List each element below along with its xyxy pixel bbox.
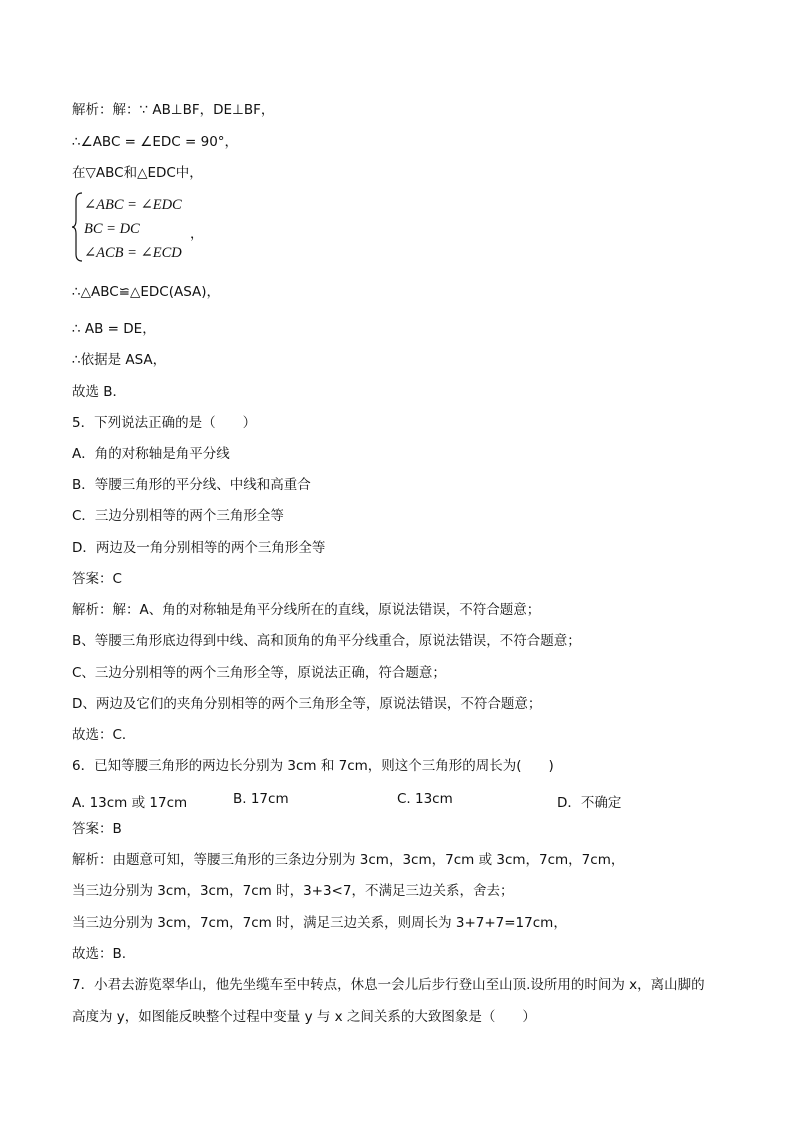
- equation-row-1: ∠ABC = ∠EDC: [84, 197, 182, 213]
- equation-row-3: ∠ACB = ∠ECD: [84, 245, 182, 261]
- question-6-option-a: A. 13cm 或 17cm: [72, 795, 188, 811]
- equation-system: [72, 192, 252, 262]
- question-5-option-a: A．角的对称轴是角平分线: [72, 446, 230, 462]
- question-5-option-d: D．两边及一角分别相等的两个三角形全等: [72, 540, 326, 556]
- solution-line-2: ∴∠ABC = ∠EDC = 90°，: [72, 134, 239, 150]
- question-6-explanation-3: 当三边分别为 3cm，7cm，7cm 时，满足三边关系，则周长为 3+7+7=17cm，: [72, 915, 567, 931]
- question-5-option-c: C．三边分别相等的两个三角形全等: [72, 508, 284, 524]
- question-6-option-b: B. 17cm: [233, 791, 289, 807]
- solution-line-6: ∴依据是 ASA，: [72, 352, 167, 368]
- solution-line-5: ∴ AB = DE，: [72, 321, 156, 337]
- question-6-explanation-1: 解析：由题意可知，等腰三角形的三条边分别为 3cm，3cm，7cm 或 3cm，7cm，7cm，: [72, 852, 625, 868]
- question-5-explanation-4: D、两边及它们的夹角分别相等的两个三角形全等，原说法错误，不符合题意；: [72, 696, 542, 712]
- equation-row-2: BC = DC: [84, 221, 140, 237]
- question-6-stem: 6．已知等腰三角形的两边长分别为 3cm 和 7cm，则这个三角形的周长为( ): [72, 758, 554, 774]
- question-5-explanation-1: 解析：解：A、角的对称轴是角平分线所在的直线，原说法错误，不符合题意；: [72, 602, 541, 618]
- question-6-answer: 答案：B: [72, 821, 122, 837]
- left-brace-icon: [72, 192, 84, 262]
- question-6-explanation-2: 当三边分别为 3cm，3cm，7cm 时，3+3<7，不满足三边关系，舍去；: [72, 883, 514, 899]
- solution-line-1: 解析：解：∵ AB⊥BF，DE⊥BF，: [72, 102, 275, 118]
- question-6-explanation-4: 故选：B.: [72, 946, 127, 962]
- question-7-stem-line-2: 高度为 y，如图能反映整个过程中变量 y 与 x 之间关系的大致图象是（ ）: [72, 1009, 536, 1025]
- question-5-option-b: B．等腰三角形的平分线、中线和高重合: [72, 477, 311, 493]
- question-7-stem-line-1: 7．小君去游览翠华山，他先坐缆车至中转点，休息一会儿后步行登山至山顶.设所用的时间为 x，离山脚的: [72, 977, 705, 993]
- question-5-stem: 5．下列说法正确的是（ ）: [72, 415, 257, 431]
- equation-system-comma: ，: [190, 226, 204, 242]
- question-5-explanation-3: C、三边分别相等的两个三角形全等，原说法正确，符合题意；: [72, 665, 446, 681]
- solution-line-4: ∴△ABC≌△EDC(ASA)，: [72, 284, 221, 300]
- solution-line-7: 故选 B．: [72, 384, 127, 400]
- question-5-explanation-5: 故选：C．: [72, 727, 136, 743]
- question-5-answer: 答案：C: [72, 571, 122, 587]
- solution-line-3: 在▽ABC和△EDC中，: [72, 165, 203, 181]
- question-5-explanation-2: B、等腰三角形底边得到中线、高和顶角的角平分线重合，原说法错误，不符合题意；: [72, 633, 581, 649]
- question-6-option-c: C. 13cm: [397, 791, 453, 807]
- question-6-option-d: D．不确定: [557, 795, 622, 811]
